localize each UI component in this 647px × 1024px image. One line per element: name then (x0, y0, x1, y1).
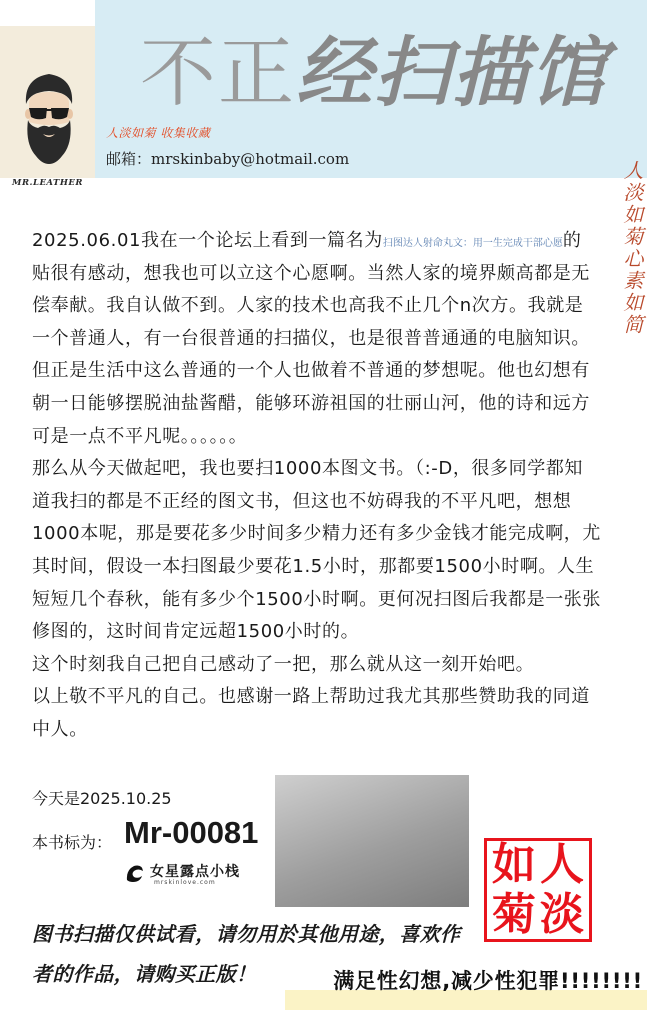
logo-text: MR.LEATHER (12, 178, 83, 188)
brand-logo (124, 860, 254, 888)
bearded-man-icon (18, 64, 80, 176)
brand-url: mrskinlove.com (154, 879, 216, 886)
intro-line-end: 的 (562, 230, 582, 251)
title-part1: 不正 (140, 28, 296, 117)
intro-line: 那么从今天做起吧，我也要扫1000本图文书。（:-D，很多同学都知 (32, 458, 584, 480)
intro-line: 中人。 (32, 718, 88, 740)
brand-name: 女星露点小栈 (150, 864, 240, 880)
intro-line: 可是一点不平凡呢。。。。。。 (32, 425, 248, 447)
book-id-label: 本书标为： (32, 833, 113, 852)
date-text: 今天是2025.10.25 (32, 789, 172, 808)
intro-line: 其时间，假设一本扫图最少要花1.5小时，那都要1500小时啊。人生 (32, 555, 595, 577)
intro-line: 偿奉献。我自认做不到。人家的技术也高我不止几个n次方。我就是 (32, 295, 584, 317)
side-vertical-text: 人淡如菊心素如简 (620, 160, 644, 336)
intro-text (32, 225, 602, 747)
intro-line: 1000本呢，那是要花多少时间多少精力还有多少金钱才能完成啊，尤 (32, 523, 602, 545)
notice-line: 者的作品，请购买正版！ (32, 962, 257, 986)
intro-line: 一个普通人，有一台很普通的扫描仪，也是很普普通通的电脑知识。 (32, 327, 590, 349)
notice-line: 图书扫描仅供试看，请勿用於其他用途，喜欢作 (32, 922, 461, 946)
cover-photo (275, 775, 469, 907)
footer-slogan: 满足性幻想,减少性犯罪!!!!!!!! (333, 969, 643, 993)
seal-char: 淡 (540, 889, 584, 940)
intro-line: 以上敬不平凡的自己。也感谢一路上帮助过我尤其那些赞助我的同道 (32, 686, 590, 708)
intro-line (32, 225, 602, 258)
seal-char: 菊 (492, 889, 536, 940)
intro-line: 修图的，这时间肯定远超1500小时的。 (32, 621, 360, 643)
dragon-icon (124, 862, 146, 884)
intro-line: 道我扫的都是不正经的图文书，但这也不妨碍我的不平凡吧，想想 (32, 490, 572, 512)
referenced-post-title: 扫图达人射命丸文：用一生完成干部心愿 (382, 238, 563, 249)
title-part2: 经扫描馆 (296, 28, 608, 117)
header-slogan: 人淡如菊 收集收藏 (106, 126, 211, 140)
intro-line: 朝一日能够摆脱油盐酱醋，能够环游祖国的壮丽山河，他的诗和远方 (32, 392, 590, 414)
intro-line: 贴很有感动，想我也可以立这个心愿啊。当然人家的境界颇高都是无 (32, 262, 590, 284)
seal-char: 人 (540, 839, 584, 890)
logo (0, 26, 95, 188)
contact-email: 邮箱：mrskinbaby@hotmail.com (106, 150, 350, 168)
book-id: Mr-00081 (124, 815, 259, 850)
seal-char: 如 (492, 839, 536, 890)
intro-line: 短短几个春秋，能有多少个1500小时啊。更何况扫图后我都是一张张 (32, 588, 602, 610)
intro-line-start: 2025.06.01我在一个论坛上看到一篇名为 (32, 230, 383, 251)
red-seal (484, 838, 592, 942)
page-title (140, 28, 608, 118)
intro-line: 但正是生活中这么普通的一个人也做着不普通的梦想呢。他也幻想有 (32, 360, 590, 382)
intro-line: 这个时刻我自己把自己感动了一把，那么就从这一刻开始吧。 (32, 653, 535, 675)
